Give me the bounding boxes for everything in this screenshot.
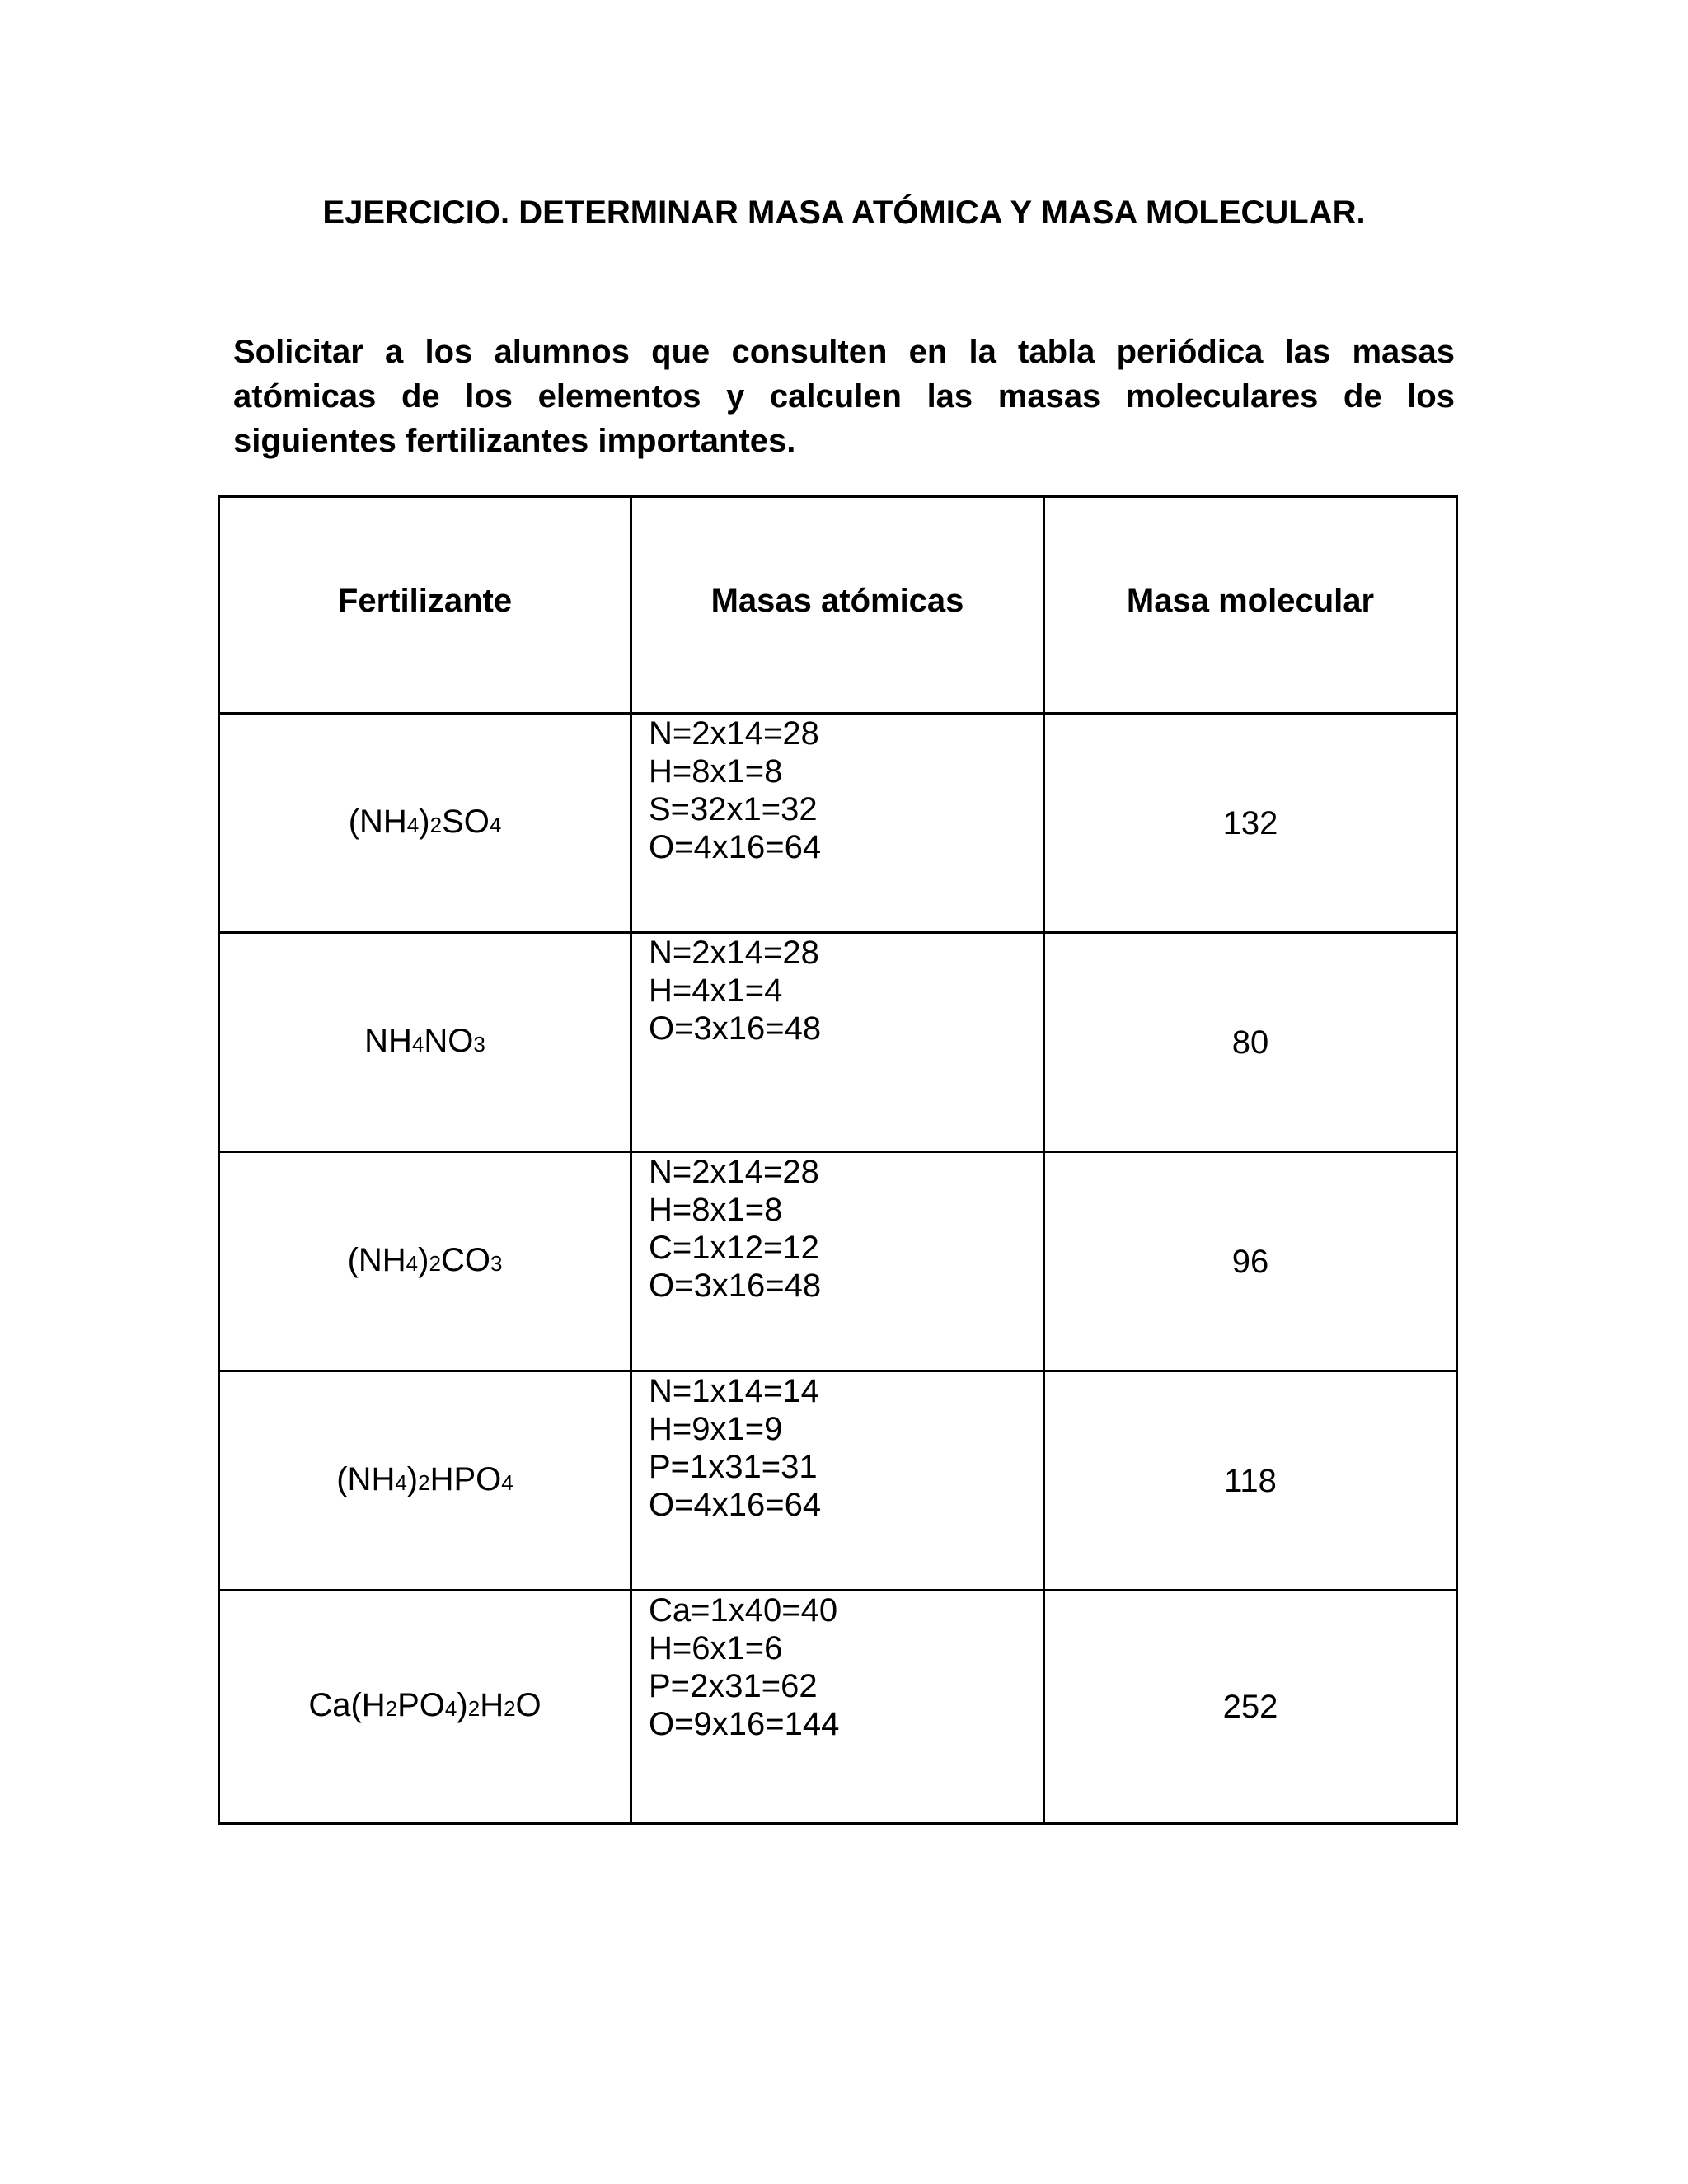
formula-subscript: 2 [418,1469,430,1495]
atomic-masses-cell [631,933,1044,1152]
formula-text: PO [397,1687,445,1723]
formula-subscript: 2 [467,1696,481,1721]
formula-subscript: 2 [429,812,443,837]
table-row [219,714,1457,933]
formula-subscript: 2 [429,1250,441,1276]
atomic-mass-line: H=6x1=6 [649,1630,783,1666]
formula-text: O [515,1687,542,1723]
fertilizer-formula [219,1371,631,1591]
atomic-mass-line: H=9x1=9 [649,1411,783,1447]
table-row [219,1591,1457,1824]
atomic-masses-cell [631,1152,1044,1371]
table-row [219,1371,1457,1591]
atomic-mass-line: O=3x16=48 [649,1268,822,1304]
formula-subscript: 4 [406,1250,419,1276]
atomic-mass-line: N=1x14=14 [649,1373,819,1409]
formula-subscript: 2 [504,1696,516,1721]
atomic-mass-line: P=1x31=31 [649,1449,818,1485]
molecular-mass-value: 80 [1044,933,1457,1152]
atomic-mass-line: S=32x1=32 [649,791,818,827]
atomic-mass-line: N=2x14=28 [649,935,819,971]
formula-text: CO [440,1241,490,1278]
atomic-mass-line: C=1x12=12 [649,1230,819,1266]
atomic-mass-line: N=2x14=28 [649,715,819,752]
formula-text: SO [442,803,490,840]
formula-subscript: 4 [444,1696,457,1721]
atomic-mass-line: O=9x16=144 [649,1706,840,1742]
fertilizer-formula [219,933,631,1152]
formula-text: HPO [429,1460,502,1497]
table-row [219,933,1457,1152]
atomic-mass-line: P=2x31=62 [649,1668,818,1704]
fertilizer-table [218,495,1458,1825]
atomic-masses-cell [631,1591,1044,1824]
fertilizer-formula [219,714,631,933]
table-row [219,1152,1457,1371]
formula-text: (NH [347,1241,406,1278]
molecular-mass-value: 132 [1044,714,1457,933]
formula-subscript: 4 [411,1031,424,1057]
formula-text: ) [406,1460,419,1497]
atomic-mass-line: N=2x14=28 [649,1154,819,1190]
atomic-masses-cell [631,714,1044,933]
molecular-mass-value: 96 [1044,1152,1457,1371]
formula-text: NO [424,1022,474,1059]
formula-subscript: 4 [501,1469,513,1495]
formula-subscript: 4 [489,812,502,837]
fertilizer-formula [219,1152,631,1371]
atomic-mass-line: H=4x1=4 [649,972,783,1009]
atomic-mass-line: O=4x16=64 [649,829,822,865]
table-body [219,714,1457,1824]
formula-subscript: 4 [395,1469,407,1495]
formula-text: ) [419,803,430,840]
header-masas-atomicas: Masas atómicas [631,497,1044,714]
formula-text: (NH [336,1460,396,1497]
formula-text: H [480,1687,504,1723]
formula-subscript: 3 [490,1250,503,1276]
molecular-mass-value: 252 [1044,1591,1457,1824]
header-masa-molecular: Masa molecular [1044,497,1457,714]
formula-subscript: 3 [473,1031,485,1057]
atomic-masses-cell [631,1371,1044,1591]
molecular-mass-value: 118 [1044,1371,1457,1591]
formula-text: ) [457,1687,468,1723]
atomic-mass-line: H=8x1=8 [649,753,783,790]
formula-text: Ca(H [308,1687,386,1723]
formula-subscript: 2 [385,1696,398,1721]
atomic-mass-line: Ca=1x40=40 [649,1592,838,1629]
formula-text: (NH [348,803,407,840]
formula-text: NH [364,1022,412,1059]
atomic-mass-line: H=8x1=8 [649,1192,783,1228]
atomic-mass-line: O=4x16=64 [649,1487,822,1523]
atomic-mass-line: O=3x16=48 [649,1010,822,1047]
page-title: EJERCICIO. DETERMINAR MASA ATÓMICA Y MASA MOLECULAR. [322,194,1366,231]
instructions-paragraph: Solicitar a los alumnos que consulten en la tabla periódica las masas atómicas de los elementos y calculen las masas moleculares de los siguientes fertilizantes importantes. [233,334,1455,459]
fertilizer-formula [219,1591,631,1824]
header-fertilizante: Fertilizante [219,497,631,714]
formula-subscript: 4 [406,812,420,837]
formula-text: ) [418,1241,429,1278]
table-header-row [219,497,1457,714]
